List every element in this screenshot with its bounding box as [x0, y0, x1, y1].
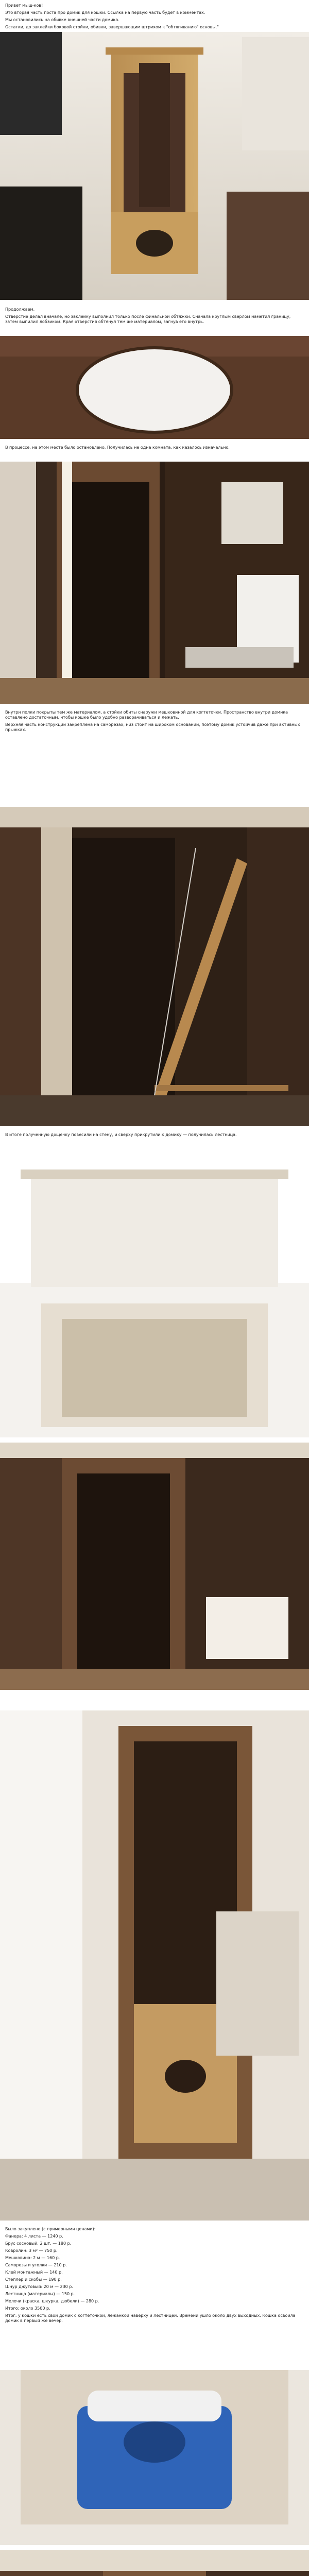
cost-item: Саморезы и уголки — 210 р.: [5, 2263, 67, 2267]
cost-item: Степлер и скобы — 190 р.: [5, 2277, 62, 2282]
text-inside-continued: [5, 710, 304, 735]
intro-text: [5, 3, 304, 32]
photo-top-shelf: [0, 1443, 309, 1690]
cost-item: Брус сосновый: 2 шт. — 180 р.: [5, 2241, 72, 2246]
cost-item: Ковролин: 3 м² — 750 р.: [5, 2248, 58, 2253]
ladder-caption: В итоге полученную дощечку повесили на стену, и сверху прикрутили к домику — получилась лестница.: [5, 1132, 237, 1137]
photo-house-floor: [0, 1695, 309, 2221]
costs-note: Итог: у кошки есть свой домик с когтеточкой, лежанкой наверху и лестницей. Времени ушло около двух выходных. Кошка освоила домик в первый же вечер.: [5, 2313, 296, 2323]
text-inside-section: [5, 445, 304, 452]
inside-p3: Верхняя часть конструкции закреплена на саморезах, низ стоит на широком основании, поэтому домик устойчив даже при активных прыжках.: [5, 722, 300, 732]
photo-ladder: [0, 807, 309, 1126]
cost-total: Итого: около 3500 р.: [5, 2306, 50, 2311]
photo-litter-box: [0, 2349, 309, 2545]
inside-p2: Внутри полки покрыты тем же материалом, а стойки обиты снаружи мешковиной для когтеточки. Пространство внутри домика оставлено достаточным, чтобы кошке было удобно разворачиваться и лежать.: [5, 710, 288, 720]
text-ladder-caption: [5, 1132, 304, 1140]
intro-line-4: Остатки, до заклейки боковой стойки, обивки, завершающим штрихом к "обтягиванию" основы.": [5, 25, 219, 29]
costs-title: Было закуплено (с примерными ценами):: [5, 2227, 96, 2231]
intro-line-3: Мы остановились на обивке внешней части домика.: [5, 18, 119, 22]
hole-title: Продолжаем.: [5, 307, 35, 312]
inside-p1: В процессе, на этом месте было остановлено. Получилась не одна комната, как казалось изначально.: [5, 445, 230, 450]
text-hole-section: [5, 307, 304, 327]
intro-line-2: Это вторая часть поста про домик для кошки. Ссылка на первую часть будет в комментах.: [5, 10, 205, 15]
text-costs: [5, 2227, 304, 2326]
photo-finished-room: [0, 1149, 309, 1437]
cost-item: Мелочи (краска, шкурка, дюбели) — 280 р.: [5, 2299, 99, 2303]
cost-item: Фанера: 4 листа — 1240 р.: [5, 2234, 63, 2239]
photo-hole-closeup: [0, 336, 309, 439]
cost-item: Шнур джутовый: 20 м — 230 р.: [5, 2284, 73, 2289]
cost-item: Клей монтажный — 140 р.: [5, 2270, 63, 2275]
photo-house-frame: [0, 32, 309, 300]
hole-body: Отверстие делал вначале, но заклейку выполнил только после финальной обтяжки. Сначала круглым сверлом наметил границу, затем выпилил лобзиком. Края отверстия обтянул тем же материалом, загнув его внутрь.: [5, 314, 291, 324]
intro-greeting: Привет мыш-ков!: [5, 3, 43, 8]
cost-item: Лестница (материалы) — 150 р.: [5, 2292, 75, 2296]
cost-item: Мешковина: 2 м — 160 р.: [5, 2256, 60, 2260]
photo-interior-doorway: [0, 462, 309, 704]
photo-final-view: [0, 2550, 309, 2576]
